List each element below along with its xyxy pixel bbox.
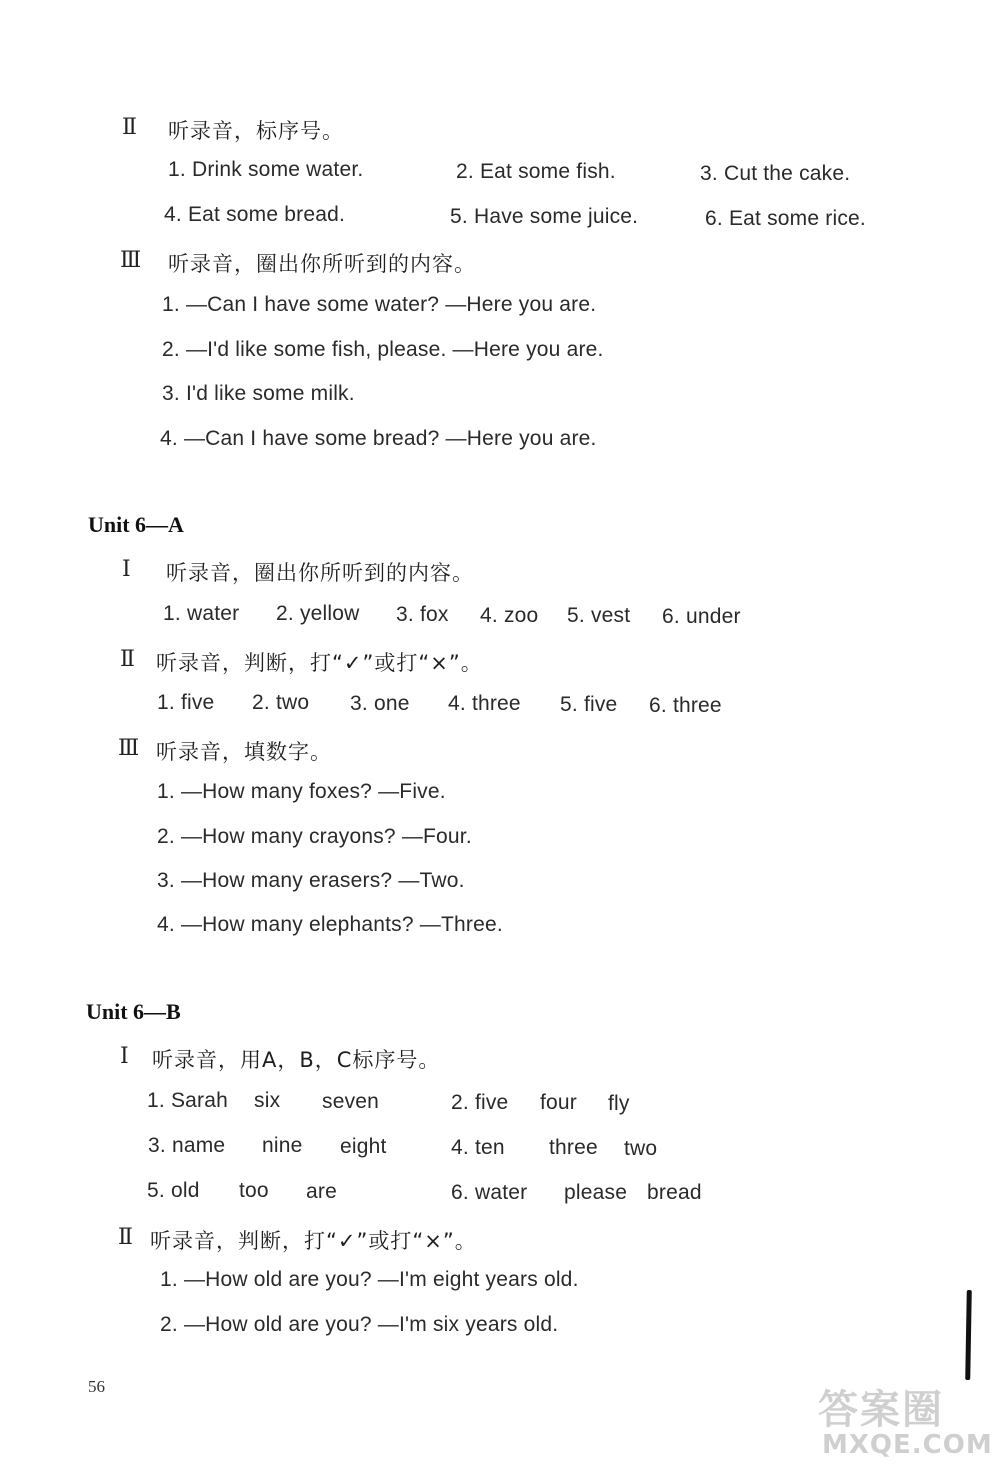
exercise-instruction: 听录音，圈出你所听到的内容。 bbox=[166, 561, 474, 585]
unit-title: Unit 6—A bbox=[88, 512, 184, 537]
list-item: 1. —How many foxes? —Five. bbox=[157, 780, 446, 803]
scan-artifact-line bbox=[965, 1290, 972, 1380]
list-item: 6. under bbox=[662, 605, 741, 628]
exercise-number: Ⅱ bbox=[120, 647, 135, 672]
list-item: 3. —How many erasers? —Two. bbox=[157, 869, 465, 892]
list-item: 1. water bbox=[163, 602, 240, 625]
unit-title: Unit 6—B bbox=[86, 999, 181, 1024]
list-item: 5. old bbox=[147, 1179, 200, 1202]
list-item: 3. fox bbox=[396, 603, 449, 626]
list-item: 2. two bbox=[252, 691, 310, 714]
list-item: 3. I'd like some milk. bbox=[162, 382, 355, 405]
list-item: bread bbox=[647, 1181, 702, 1204]
list-item: too bbox=[239, 1179, 269, 1202]
list-item: 4. Eat some bread. bbox=[164, 203, 346, 226]
list-item: 1. —Can I have some water? —Here you are. bbox=[162, 293, 597, 316]
list-item: nine bbox=[262, 1134, 303, 1157]
list-item: 6. water bbox=[451, 1181, 528, 1204]
exercise-number: Ⅲ bbox=[118, 736, 140, 761]
list-item: 1. —How old are you? —I'm eight years old. bbox=[160, 1268, 579, 1291]
list-item: 4. ten bbox=[451, 1136, 505, 1159]
list-item: please bbox=[564, 1181, 628, 1204]
exercise-number: Ⅰ bbox=[120, 1044, 129, 1069]
list-item: four bbox=[540, 1091, 577, 1114]
list-item: six bbox=[254, 1089, 281, 1112]
list-item: 4. —Can I have some bread? —Here you are. bbox=[160, 427, 597, 450]
list-item: 6. three bbox=[649, 694, 722, 717]
list-item: 5. five bbox=[560, 693, 618, 716]
list-item: two bbox=[624, 1137, 658, 1160]
list-item: 3. name bbox=[148, 1134, 226, 1157]
exercise-number: Ⅲ bbox=[120, 248, 142, 273]
list-item: 5. Have some juice. bbox=[450, 205, 639, 228]
exercise-number: Ⅱ bbox=[122, 115, 137, 140]
list-item: 2. —How many crayons? —Four. bbox=[157, 825, 472, 848]
list-item: 2. —I'd like some fish, please. —Here you are. bbox=[162, 338, 604, 361]
list-item: seven bbox=[322, 1090, 380, 1113]
exercise-instruction: 听录音，标序号。 bbox=[168, 119, 344, 143]
watermark-url: MXQE.COM bbox=[822, 1430, 993, 1460]
exercise-number: Ⅱ bbox=[118, 1225, 133, 1250]
list-item: fly bbox=[608, 1092, 630, 1115]
list-item: 2. yellow bbox=[276, 602, 360, 625]
list-item: 4. zoo bbox=[480, 604, 539, 627]
list-item: 3. Cut the cake. bbox=[700, 162, 851, 185]
exercise-instruction: 听录音，判断，打“✓”或打“×”。 bbox=[156, 651, 483, 675]
list-item: are bbox=[306, 1180, 337, 1203]
list-item: three bbox=[549, 1136, 598, 1159]
list-item: 4. three bbox=[448, 692, 521, 715]
list-item: 4. —How many elephants? —Three. bbox=[157, 913, 503, 936]
exercise-instruction: 听录音，用A，B，C标序号。 bbox=[152, 1048, 441, 1072]
exercise-instruction: 听录音，填数字。 bbox=[156, 740, 332, 764]
list-item: 3. one bbox=[350, 692, 410, 715]
list-item: 2. —How old are you? —I'm six years old. bbox=[160, 1313, 559, 1336]
list-item: 1. Sarah bbox=[147, 1089, 228, 1112]
list-item: eight bbox=[340, 1135, 387, 1158]
list-item: 2. five bbox=[451, 1091, 509, 1114]
list-item: 5. vest bbox=[567, 604, 631, 627]
page-number: 56 bbox=[88, 1377, 105, 1396]
list-item: 1. Drink some water. bbox=[168, 158, 364, 181]
list-item: 1. five bbox=[157, 691, 215, 714]
exercise-instruction: 听录音，判断，打“✓”或打“×”。 bbox=[150, 1229, 477, 1253]
list-item: 2. Eat some fish. bbox=[456, 160, 616, 183]
list-item: 6. Eat some rice. bbox=[705, 207, 866, 230]
exercise-number: Ⅰ bbox=[122, 557, 131, 582]
watermark-logo: 答案圈 bbox=[818, 1387, 944, 1433]
exercise-instruction: 听录音，圈出你所听到的内容。 bbox=[168, 252, 476, 276]
